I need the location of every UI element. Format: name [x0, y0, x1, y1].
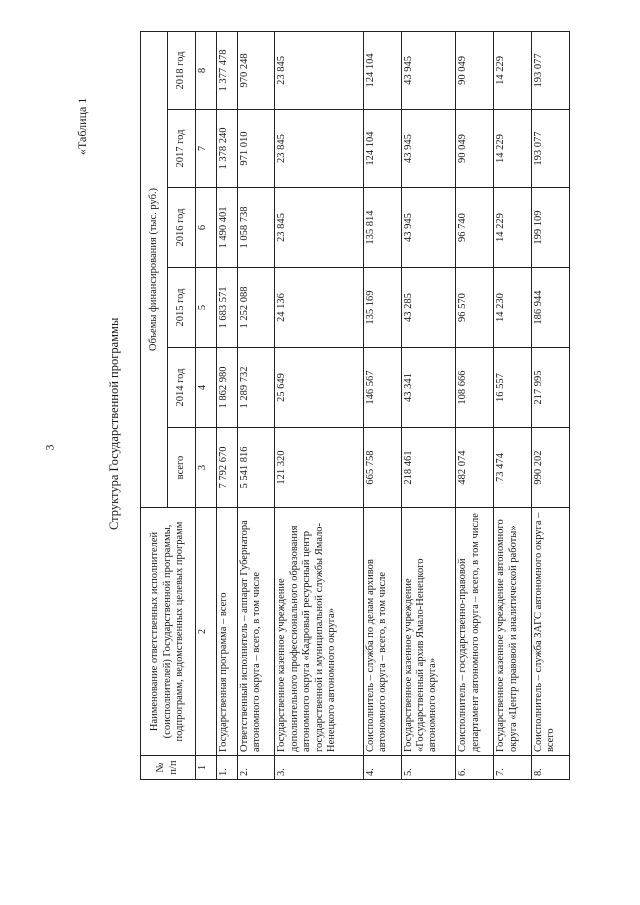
row-2014: 108 666 — [456, 348, 494, 428]
document-title-text: Структура Государственной программы — [107, 317, 121, 530]
table-row — [401, 31, 456, 779]
row-total: 121 320 — [275, 428, 363, 508]
row-2014: 25 649 — [275, 348, 363, 428]
column-index: 5 — [195, 268, 216, 348]
row-number: 7. — [494, 756, 532, 780]
row-2015: 1 683 571 — [216, 268, 237, 348]
row-total: 5 541 816 — [237, 428, 275, 508]
header-2015: 2015 год — [168, 268, 195, 348]
row-2015: 14 230 — [494, 268, 532, 348]
row-2018: 14 229 — [494, 31, 532, 109]
row-name: Соисполнитель – служба по делам архивов автономного округа – всего, в том числе — [363, 508, 401, 756]
row-number: 6. — [456, 756, 494, 780]
table-row — [275, 31, 363, 779]
row-total: 7 792 670 — [216, 428, 237, 508]
table-row — [363, 31, 401, 779]
row-2018: 43 945 — [401, 31, 456, 109]
row-number: 4. — [363, 756, 401, 780]
table-row — [494, 31, 532, 779]
row-number: 1. — [216, 756, 237, 780]
document-title — [105, 317, 125, 530]
row-2015: 96 570 — [456, 268, 494, 348]
row-name: Ответственный исполнитель – аппарат Губернатора автономного округа – всего, в том числе — [237, 508, 275, 756]
row-2017: 1 378 240 — [216, 110, 237, 188]
row-2014: 217 995 — [532, 348, 570, 428]
row-2016: 1 490 401 — [216, 188, 237, 268]
column-index: 6 — [195, 188, 216, 268]
row-total: 482 074 — [456, 428, 494, 508]
header-2016: 2016 год — [168, 188, 195, 268]
row-2016: 43 945 — [401, 188, 456, 268]
header-total: всего — [168, 428, 195, 508]
row-2018: 193 077 — [532, 31, 570, 109]
row-2014: 1 289 732 — [237, 348, 275, 428]
row-name: Соисполнитель – служба ЗАГС автономного округа – всего — [532, 508, 570, 756]
row-2016: 14 229 — [494, 188, 532, 268]
row-name: Соисполнитель – государственно-правовой департамент автономного округа – всего, в том числе — [456, 508, 494, 756]
row-2018: 90 049 — [456, 31, 494, 109]
row-2017: 23 845 — [275, 110, 363, 188]
header-number: № п/п — [141, 756, 196, 780]
row-2016: 96 740 — [456, 188, 494, 268]
table-caption — [65, 95, 105, 155]
column-index: 8 — [195, 31, 216, 109]
row-total: 218 461 — [401, 428, 456, 508]
column-index: 7 — [195, 110, 216, 188]
row-2016: 135 814 — [363, 188, 401, 268]
row-number: 2. — [237, 756, 275, 780]
row-2014: 16 557 — [494, 348, 532, 428]
row-2018: 23 845 — [275, 31, 363, 109]
row-2017: 971 010 — [237, 110, 275, 188]
header-funding: Объемы финансирования (тыс. руб.) — [141, 31, 168, 507]
row-2017: 193 077 — [532, 110, 570, 188]
column-index: 2 — [195, 508, 216, 756]
row-number: 5. — [401, 756, 456, 780]
program-structure-table-container — [140, 32, 570, 780]
table-caption-text: «Таблица 1 — [75, 97, 89, 155]
row-2017: 124 104 — [363, 110, 401, 188]
row-total: 990 202 — [532, 428, 570, 508]
row-name: Государственное казенное учреждение дополнительного профессионального образования автономного округа «Кадровый ресурсный центр государственной и муниципальной службы Ямало-Ненецкого автономного округа» — [275, 508, 363, 756]
row-2017: 90 049 — [456, 110, 494, 188]
header-2017: 2017 год — [168, 110, 195, 188]
header-2018: 2018 год — [168, 31, 195, 109]
row-2015: 43 285 — [401, 268, 456, 348]
row-name: Государственное казенное учреждение «Государственный архив Ямало-Ненецкого автономного округа» — [401, 508, 456, 756]
header-row-1 — [141, 31, 168, 779]
row-number: 8. — [532, 756, 570, 780]
table-row — [456, 31, 494, 779]
row-number: 3. — [275, 756, 363, 780]
column-index: 4 — [195, 348, 216, 428]
row-total: 665 758 — [363, 428, 401, 508]
table-row — [237, 31, 275, 779]
header-name: Наименование ответственных исполнителей (соисполнителей) Государственной программы, подпрограмм, ведомственных целевых программ — [141, 508, 196, 756]
table-row — [532, 31, 570, 779]
row-2014: 1 862 980 — [216, 348, 237, 428]
row-2018: 124 104 — [363, 31, 401, 109]
page-number: 3 — [42, 444, 57, 451]
row-2016: 23 845 — [275, 188, 363, 268]
row-2015: 24 136 — [275, 268, 363, 348]
row-2015: 186 944 — [532, 268, 570, 348]
row-2016: 1 058 738 — [237, 188, 275, 268]
row-2015: 1 252 088 — [237, 268, 275, 348]
row-2014: 146 567 — [363, 348, 401, 428]
column-index-row — [195, 31, 216, 779]
row-2016: 199 109 — [532, 188, 570, 268]
row-2014: 43 341 — [401, 348, 456, 428]
row-name: Государственное казенное учреждение автономного округа «Центр правовой и аналитической работы» — [494, 508, 532, 756]
row-2017: 43 945 — [401, 110, 456, 188]
table-row — [216, 31, 237, 779]
table-rotation-wrapper — [140, 32, 570, 780]
column-index: 3 — [195, 428, 216, 508]
row-2018: 970 248 — [237, 31, 275, 109]
row-2015: 135 169 — [363, 268, 401, 348]
row-name: Государственная программа – всего — [216, 508, 237, 756]
row-2017: 14 229 — [494, 110, 532, 188]
row-total: 73 474 — [494, 428, 532, 508]
program-structure-table — [140, 31, 570, 780]
header-2014: 2014 год — [168, 348, 195, 428]
row-2018: 1 377 478 — [216, 31, 237, 109]
column-index: 1 — [195, 756, 216, 780]
